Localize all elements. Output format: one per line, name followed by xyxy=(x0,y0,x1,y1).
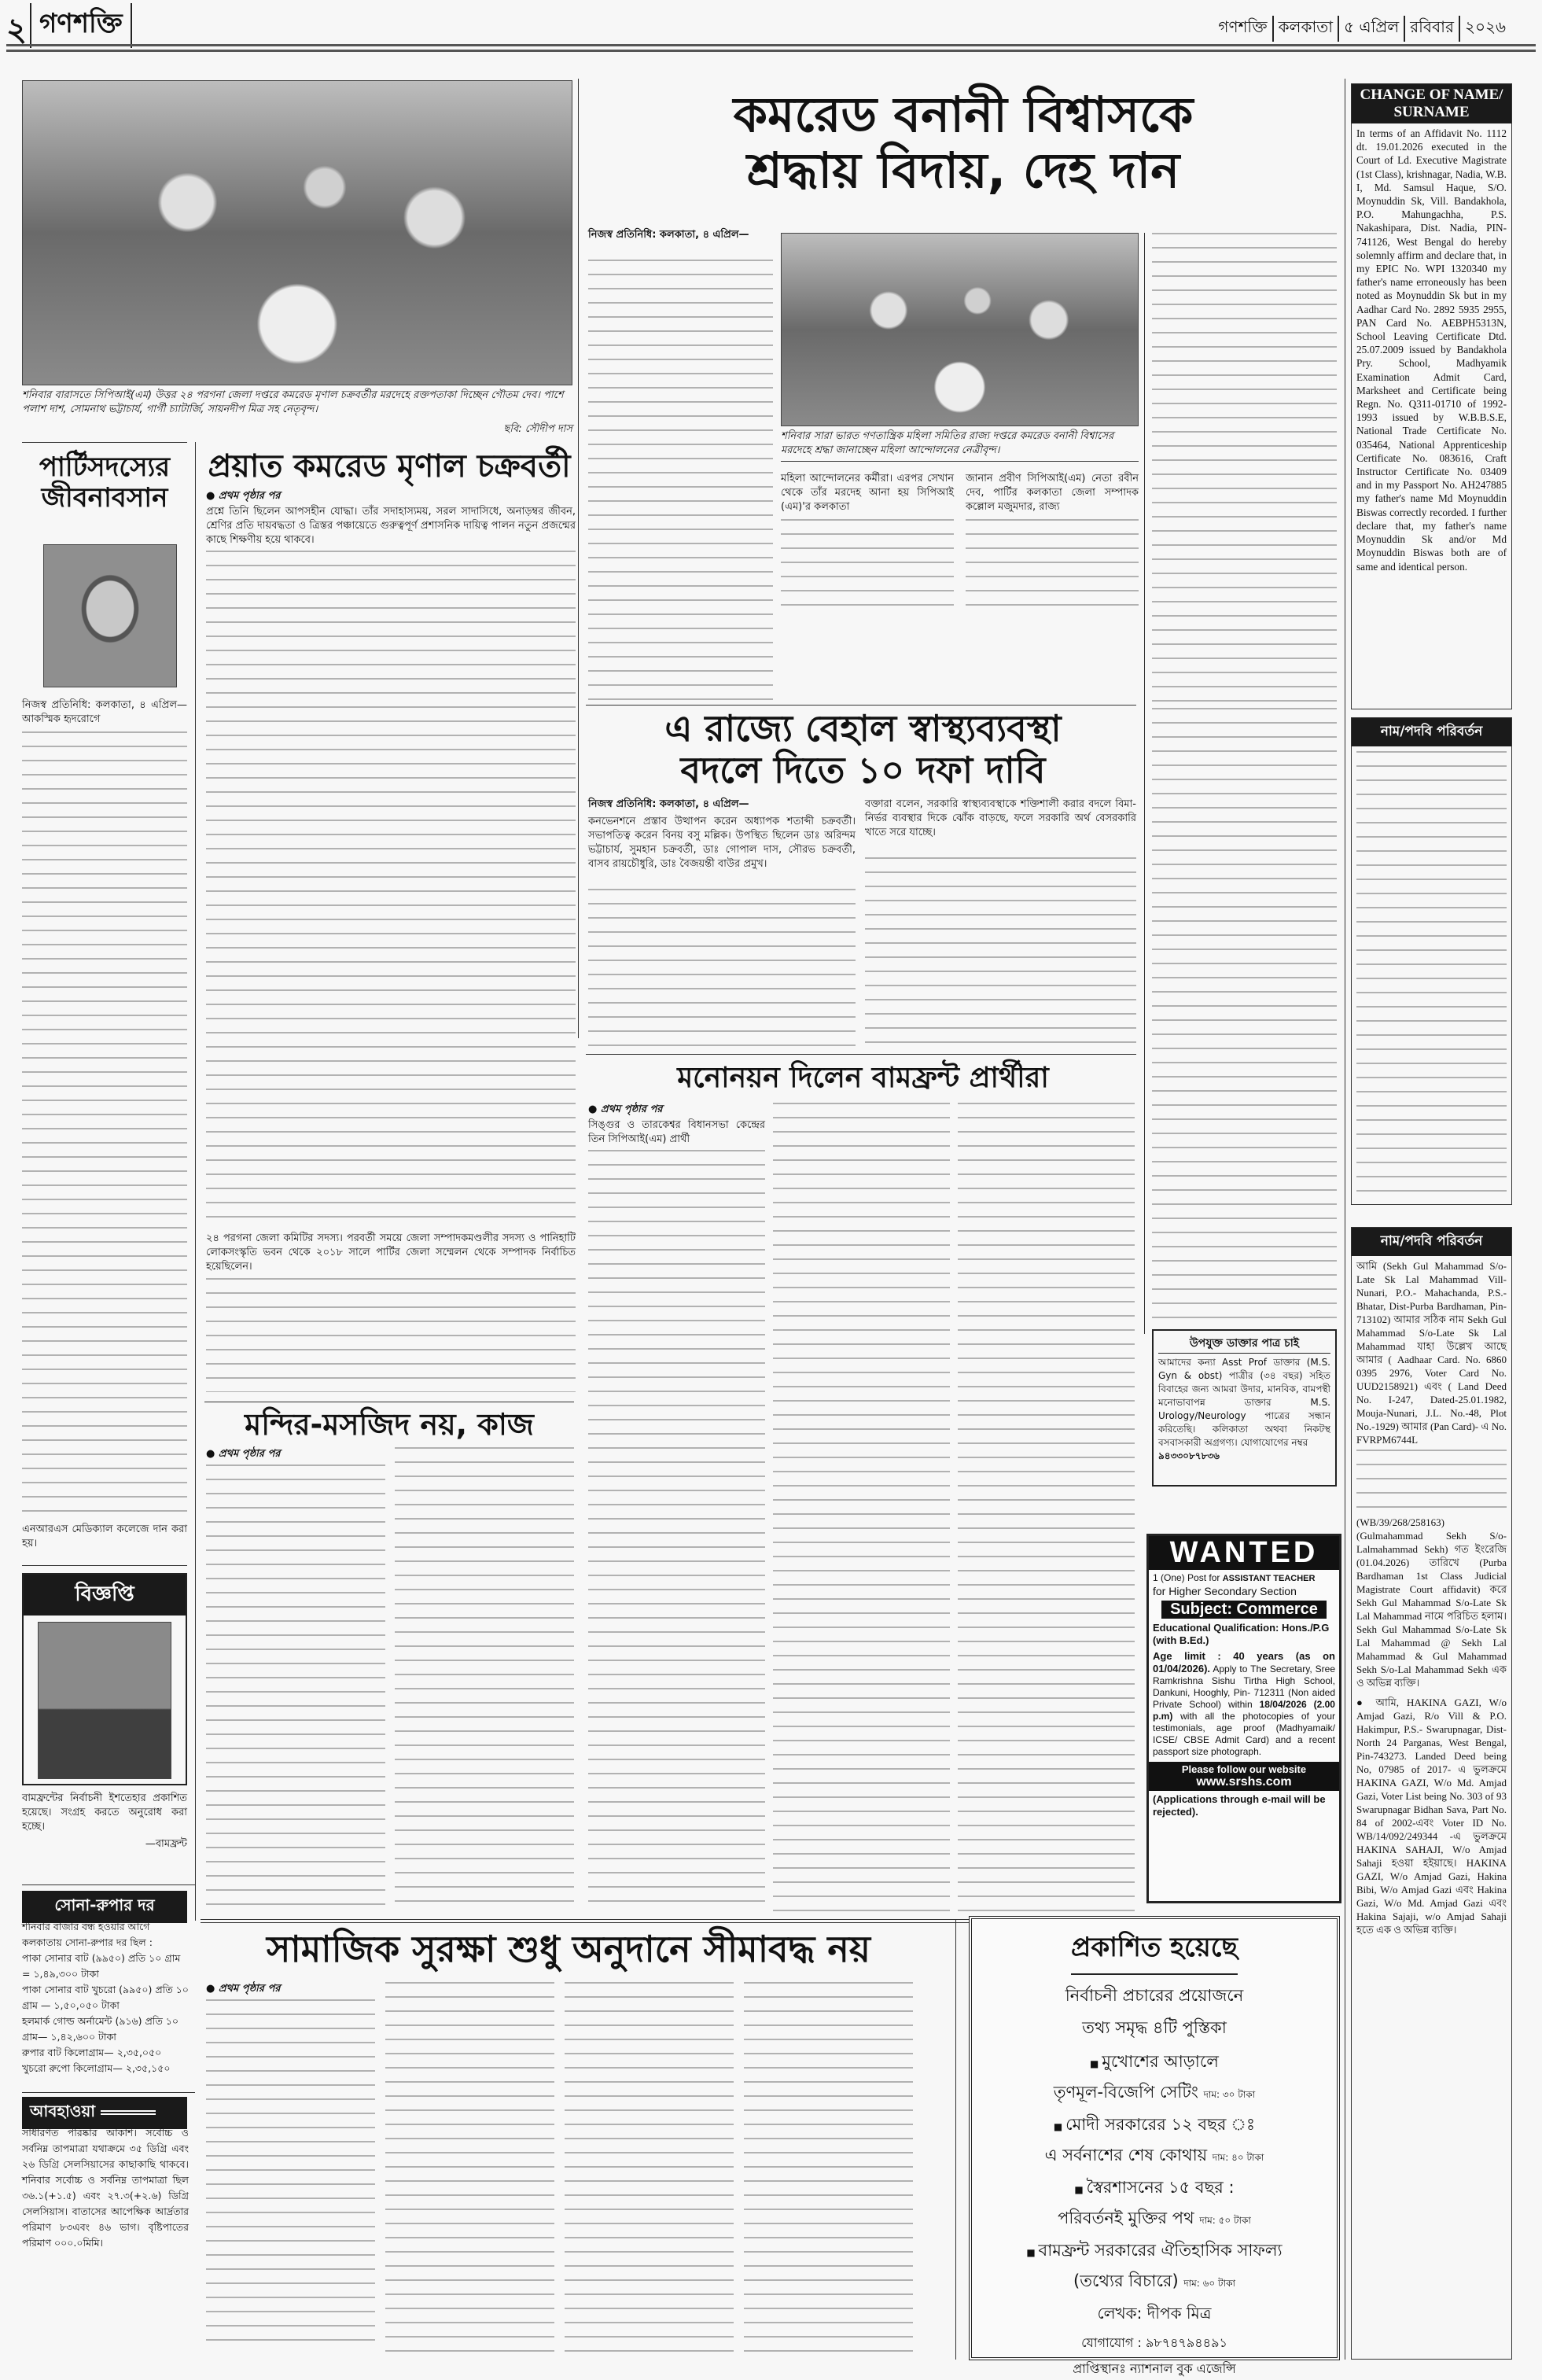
name-change-title: নাম/পদবি পরিবর্তন xyxy=(1352,718,1511,746)
mrinal-body-2 xyxy=(206,1278,576,1392)
name-change-ad-1 xyxy=(1351,717,1512,1205)
wanted-note: (Applications through e-mail will be rejected). xyxy=(1153,1793,1326,1818)
health-headline xyxy=(586,708,1140,791)
name-change-2-body xyxy=(1356,1450,1507,1512)
gold-silver-intro: শনিবার বাজার বন্ধ হওয়ার আগে কলকাতায় সোনা-রুপার দর ছিল : xyxy=(22,1921,153,1948)
books-ad-title: প্রকাশিত হয়েছে xyxy=(1071,1927,1238,1975)
lead-body-col1 xyxy=(588,260,773,700)
wanted-apply-text: Apply to The Secretary, Sree Ramkrishna Sishu Tirtha High School, Dankuni, Hooghly, Pin- 712311 (Non aided Private School) within xyxy=(1153,1663,1335,1710)
change-of-name-text: In terms of an Affidavit No. 1112 dt. 19.01.2026 executed in the Court of Ld. Executive Magistrate (1st Class), krishnagar, Nadia, W.B. I, Md. Samsul Haque, S/O. Moynuddin Sk, Vill. Bandakhola, P.O. Mahungachha, P.S. Nakashipara, Dist. Nadia, PIN-741126, West Bengal do hereby solemnly affirm and declare that, in my EPIC No. WPI 1320340 my father's name erroneously has been noted as Moynuddin Sk but in my Aadhar Card No. 2892 5935 2955, PAN Card No. AEBPH5313N, School Leaving Certificate Dtd. 25.07.2009 issued by Bandakhola Pry. School, Madhyamik Examination Admit Card, Marksheet and Certificate being Regn. No. Q311-01710 of 1992-1993 issued by W.B.B.S.E, National Trade Certificate No. 035464, National Apprenticeship Certificate No. 083616, Craft Instructor Certificate No. 03409 and in my Passport No. AH247885 my father's name Md Moynuddin Biswas correctly recorded. I further declare that, my father's name Moynuddin Sk and/or Md Moynuddin Biswas both are of same and identical person. xyxy=(1356,127,1507,573)
book-subtitle xyxy=(972,2142,1337,2170)
health-dateline: নিজস্ব প্রতিনিধি: কলকাতা, ৪ এপ্রিল— xyxy=(588,798,749,810)
column-divider xyxy=(1144,233,1145,1334)
continued-label: প্রথম পৃষ্ঠার পর xyxy=(218,1448,281,1460)
continued-label: প্রথম পৃষ্ঠার পর xyxy=(218,490,281,502)
nomination-headline: মনোনয়ন দিলেন বামফ্রন্ট প্রার্থীরা xyxy=(677,1062,1049,1094)
book-title: ■ বামফ্রন্ট সরকারের ঐতিহাসিক সাফল্য xyxy=(972,2238,1337,2265)
social-security-body-col3 xyxy=(565,1982,734,2353)
section-rule xyxy=(586,705,1136,706)
section-rule xyxy=(22,2092,195,2093)
book-price: দাম: ৩০ টাকা xyxy=(1203,2089,1256,2100)
temple-body-col2 xyxy=(395,1447,574,1913)
nomination-body-col3 xyxy=(958,1103,1135,1913)
wanted-post-prefix: 1 (One) Post for xyxy=(1153,1572,1220,1583)
book-subtitle-text: এ সর্বনাশের শেষ কোথায় xyxy=(1044,2146,1208,2164)
page-number: ২ xyxy=(6,12,28,48)
wanted-subject: Subject: Commerce xyxy=(1161,1601,1327,1619)
notice-footer: বামফ্রন্টের নির্বাচনী ইশতেহার প্রকাশিত হয়েছে। সংগ্রহ করতে অনুরোধ করা হচ্ছে। xyxy=(22,1792,187,1833)
notice-title: বিজ্ঞপ্তি xyxy=(24,1575,186,1616)
obituary-headline: পার্টিসদস্যের জীবনাবসান xyxy=(39,451,171,514)
dateline-day: রবিবার xyxy=(1405,16,1460,42)
dateline-city: কলকাতা xyxy=(1274,16,1340,42)
wanted-website-link[interactable]: www.srshs.com xyxy=(1196,1775,1292,1789)
change-of-name-ad xyxy=(1351,83,1512,709)
nomination-continued: ● প্রথম পৃষ্ঠার পর xyxy=(588,1103,663,1115)
book-subtitle-text: তৃণমূল-বিজেপি সেটিং xyxy=(1053,2083,1198,2102)
paper-name: গণশক্তি xyxy=(30,3,132,48)
weather-title xyxy=(22,2097,187,2129)
wanted-post xyxy=(1149,1570,1339,1585)
lead-dateline: নিজস্ব প্রতিনিধি: কলকাতা, ৪ এপ্রিল— xyxy=(588,229,749,241)
lead-photo-caption: শনিবার সারা ভারত গণতান্ত্রিক মহিলা সমিতির রাজ্য দপ্তরে কমরেড বনানী বিশ্বাসের মরদেহে শ্রদ্ধা জানাচ্ছেন মহিলা আন্দোলনের নেত্রীবৃন্দ। xyxy=(781,429,1139,462)
name-change-title: নাম/পদবি পরিবর্তন xyxy=(1352,1228,1511,1256)
wanted-deadline: 18/04/2026 (2.00 p.m) xyxy=(1153,1699,1335,1722)
book-title: ■ স্বৈরশাসনের ১৫ বছর : xyxy=(972,2175,1337,2202)
books-ad-subtitle-2: তথ্য সমৃদ্ধ ৪টি পুস্তিকা xyxy=(1082,2018,1227,2037)
matrimonial-phone: ৯৪৩৩০৮৭৮৩৬ xyxy=(1158,1450,1220,1461)
temple-body-col1 xyxy=(206,1464,385,1913)
wanted-qualification: Educational Qualification: Hons./P.G (with B.Ed.) xyxy=(1153,1622,1330,1646)
gold-rate: পাকা সোনার বাট (৯৯৫০) প্রতি ১০ গ্রাম = ১,৪৯,৩০০ টাকা xyxy=(22,1952,181,1980)
obituary-closing: এনআরএস মেডিক্যাল কলেজে দান করা হয়। xyxy=(22,1523,187,1549)
book-subtitle xyxy=(972,2268,1337,2296)
funeral-photo xyxy=(22,80,572,385)
health-body-col2 xyxy=(865,857,1136,1046)
dateline-year: ২০২৬ xyxy=(1464,17,1506,36)
social-security-body-col4 xyxy=(744,1982,913,2353)
manifesto-cover-image xyxy=(38,1622,171,1779)
weather-bars-icon xyxy=(101,2110,156,2115)
name-change-text-3-body: আমি, HAKINA GAZI, W/o Amjad Gazi, R/o Vill & P.O. Hakimpur, P.S.- Swarupnagar, Dist- North 24 Parganas, West Bengal, Pin-743273. Landed Deed being No, 07985 of 2017- এ ভুলক্রমে HAKINA GAZI, W/o Md. Amjad Gazi, Voter List being No. 303 of 93 Swarupnagar Bidhan Sava, Part No. 84 of 2002-এবং Voter ID No. WB/14/092/249344 -এ ভুলক্রমে HAKINA SAHAJI, W/o Amjad Sahaji হওয়া হইয়াছে। HAKINA GAZI, W/o Amjad Gazi, Hakina Bibi, W/o Amjad Gazi এবং Hakina Gazi, W/o Md. Amjad Gazi এবং Hakina Sajaji, w/o Amjad Sahaji হতে এক ও অভিন্ন ব্যক্তি। xyxy=(1356,1697,1507,1936)
health-body-col1 xyxy=(588,889,856,1046)
change-of-name-title: CHANGE OF NAME/ SURNAME xyxy=(1352,84,1511,123)
nomination-snippet: সিঙ্গুর ও তারকেশ্বর বিধানসভা কেন্দ্রের তিন সিপিআই(এম) প্রার্থী xyxy=(588,1119,765,1145)
social-security-body-col1 xyxy=(206,1999,375,2353)
column-divider xyxy=(578,79,579,1038)
masthead xyxy=(0,0,1542,55)
lead-photo xyxy=(781,233,1139,426)
funeral-photo-caption: শনিবার বারাসতে সিপিআই(এম) উত্তর ২৪ পরগনা জেলা দপ্তরে কমরেড মৃণাল চক্রবর্তীর মরদেহে রক্তপতাকা দিচ্ছেন গৌতম দেব। পাশে পলাশ দাশ, সোমনাথ ভট্টাচার্য, গার্গী চ্যাটার্জি, সায়নদীপ মিত্র সহ নেতৃবৃন্দ। xyxy=(22,389,564,415)
book-title: ■ মোদী সরকারের ১২ বছর ঃ xyxy=(972,2112,1337,2139)
obituary-portrait xyxy=(43,544,177,687)
name-change-text-1: আমি (Sekh Gul Mahammad S/o-Late Sk Lal Mahammad Vill-Nunari, P.O.- Mahachanda, P.S.-Bhatar, Dist-Purba Bardhaman, Pin-713102) আমার সঠিক নাম Sekh Gul Mahammad S/o-Late Sk Lal Mahammad যাহা উল্লেখ আছে আমার ( Aadhaar Card. No. 6860 0395 2976, Voter Card No. UUD2158921) এবং ( Land Deed No. I-247, Dated-25.01.1982, Mouja-Nunari, J.L. No.-48, Plot No.-1929) আমার (Pan Card)- এ No. FVRPM6744L xyxy=(1356,1260,1507,1446)
wanted-ad xyxy=(1146,1534,1341,1903)
book-price: দাম: ৬০ টাকা xyxy=(1183,2278,1235,2289)
book-subtitle xyxy=(972,2205,1337,2233)
book-price: দাম: ৪০ টাকা xyxy=(1212,2152,1264,2163)
book-subtitle xyxy=(972,2080,1337,2107)
matrimonial-title: উপযুক্ত ডাক্তার পাত্র চাই xyxy=(1158,1334,1330,1354)
name-change-1-body xyxy=(1356,751,1507,1199)
weather-title-text: আবহাওয়া xyxy=(30,2102,96,2120)
name-change-text-3: ● আমি, HAKINA GAZI, W/o Amjad Gazi, R/o Vill & P.O. Hakimpur, P.S.- Swarupnagar, Dist- North 24 Parganas, West Bengal, Pin-743273. Landed Deed being No, 07985 of 2017- এ ভুলক্রমে HAKINA GAZI, W/o Md. Amjad Gazi, Voter List being No. 303 of 93 Swarupnagar Bidhan Sava, Part No. 84 of 2002-এবং Voter ID No. WB/14/092/249344 -এ ভুলক্রমে HAKINA SAHAJI, W/o Amjad Sahaji হওয়া হইয়াছে। HAKINA GAZI, W/o Amjad Gazi, Hakina Bibi, W/o Amjad Gazi এবং Hakina Gazi, W/o Md. Amjad Gazi এবং Hakina Sajaji, w/o Amjad Sahaji হতে এক ও অভিন্ন ব্যক্তি। xyxy=(1356,1697,1507,1936)
name-change-ad-2 xyxy=(1351,1227,1512,2360)
wanted-post-suffix: for Higher Secondary Section xyxy=(1153,1585,1297,1597)
mrinal-snippet: ২৪ পরগনা জেলা কমিটির সদস্য। পরবর্তী সময়ে জেলা সম্পাদকমণ্ডলীর সদস্য ও পানিহাটি লোকসংস্কৃতি ভবন থেকে ২০১৮ সালে পার্টির জেলা সম্মেলন থেকে সম্পাদক নির্বাচিত হয়েছিলেন। xyxy=(206,1232,576,1273)
health-headline-line1: এ রাজ্যে বেহাল স্বাস্থ্যব্যবস্থা xyxy=(664,707,1062,750)
health-snippet-2: বক্তারা বলেন, সরকারি স্বাস্থ্যব্যবস্থাকে শক্তিশালী করার বদলে বিমা-নির্ভর ব্যবস্থার দিকে ঝোঁক বাড়ছে, ফলে সরকারি অর্থ বেসরকারি খাতে সরে যাচ্ছে। xyxy=(865,798,1136,838)
mrinal-headline: প্রয়াত কমরেড মৃণাল চক্রবর্তী xyxy=(208,448,571,484)
nomination-body-col2 xyxy=(773,1103,950,1913)
lead-headline-line2: শ্রদ্ধায় বিদায়, দেহ দান xyxy=(746,142,1180,200)
obituary-dateline: নিজস্ব প্রতিনিধি: কলকাতা, ৪ এপ্রিল— আকস্মিক হৃদরোগে xyxy=(22,699,187,725)
silver-rate: রুপার বাট কিলোগ্রাম— ২,৩৫,০৫০ xyxy=(22,2047,162,2058)
matrimonial-text: আমাদের কন্যা Asst Prof ডাক্তার (M.S. Gyn & obst) পাত্রীর (৩৪ বছর) সহিত বিবাহের জন্য আমরা উদার, মানবিক, বামপন্থী মনোভাবাপন্ন ডাক্তার M.S. Urology/Neurology পাত্রের সন্ধান করিতেছি। কলিকাতা অথবা নিকটস্থ বসবাসকারী অগ্রগণ্য। যোগাযোগের নম্বর xyxy=(1158,1357,1330,1448)
notice-box xyxy=(22,1573,187,1785)
book-subtitle-text: পরিবর্তনই মুক্তির পথ xyxy=(1058,2209,1194,2227)
obituary-body xyxy=(22,731,187,1518)
wanted-title: WANTED xyxy=(1149,1536,1339,1570)
name-change-text-2: (WB/39/268/258163) (Gulmahammad Sekh S/o-Lalmahammad Sekh) গত ইংরেজি (01.04.2026) তারিখে (Purba Bardhaman 1st Class Judicial Magistrate Court affidavit) করে Sekh Gul Mahammad S/o-Late Sk Lal Mahammad নামে পরিচিত হলাম। Sekh Gul Mahammad S/o-Late Sk Lal Mahammad @ Sekh Lal Mahammad & Gul Mahammad Sekh S/o-Lal Mahammad Sekh এক ও অভিন্ন ব্যক্তি। xyxy=(1356,1516,1507,1689)
books-ad-subtitle-1: নির্বাচনী প্রচারের প্রয়োজনে xyxy=(1065,1986,1244,2005)
book-title: ■ মুখোশের আড়ালে xyxy=(972,2049,1337,2076)
social-security-headline: সামাজিক সুরক্ষা শুধু অনুদানে সীমাবদ্ধ নয় xyxy=(267,1928,870,1970)
mrinal-body xyxy=(206,551,576,1227)
social-security-continued: ● প্রথম পৃষ্ঠার পর xyxy=(206,1983,281,1995)
gold-rate: পাকা সোনার বাট খুচরো (৯৯৫০) প্রতি ১০ গ্রাম — ১,৫০,০৫০ টাকা xyxy=(22,1984,189,2011)
photo-credit: ছবি: সৌদীপ দাস xyxy=(503,423,572,435)
lead-body-col4 xyxy=(1152,233,1337,702)
wanted-age-limit: Age limit : 40 years (as on 01/04/2026). xyxy=(1153,1650,1335,1674)
silver-rate: খুচরো রুপো কিলোগ্রাম— ২,৩৫,১৫০ xyxy=(22,2062,171,2074)
continued-label: প্রথম পৃষ্ঠার পর xyxy=(218,1983,281,1995)
books-ad xyxy=(969,1916,1340,2376)
health-headline-line2: বদলে দিতে ১০ দফা দাবি xyxy=(680,748,1046,791)
lead-body-snippet-1: মহিলা আন্দোলনের কর্মীরা। এরপর সেখান থেকে তাঁর মরদেহ আনা হয় সিপিআই (এম)'র কলকাতা xyxy=(781,473,954,513)
mrinal-continued: ● প্রথম পৃষ্ঠার পর xyxy=(206,490,281,502)
gold-rate: হলমার্ক গোল্ড অর্নামেন্ট (৯১৬) প্রতি ১০ গ্রাম— ১,৪২,৬০০ টাকা xyxy=(22,2015,179,2043)
section-rule xyxy=(586,1054,1136,1055)
lead-headline-line1: কমরেড বনানী বিশ্বাসকে xyxy=(733,86,1194,143)
lead-body-col3 xyxy=(966,519,1139,606)
wanted-website-label: Please follow our website xyxy=(1181,1763,1307,1775)
gold-silver-title: সোনা-রুপার দর xyxy=(22,1891,187,1923)
wanted-website-banner xyxy=(1149,1762,1339,1791)
dateline xyxy=(1213,16,1511,42)
books-ad-author: লেখক: দীপক মিত্র xyxy=(1097,2304,1212,2323)
notice-signed: —বামফ্রন্ট xyxy=(145,1838,187,1850)
book-price: দাম: ৫০ টাকা xyxy=(1199,2215,1251,2226)
continued-label: প্রথম পৃষ্ঠার পর xyxy=(600,1103,663,1115)
health-body-col3 xyxy=(1152,708,1337,1321)
section-rule xyxy=(22,442,187,443)
lead-body-col2 xyxy=(781,519,954,606)
masthead-rule xyxy=(6,44,1536,52)
book-subtitle-text: (তথ্যের বিচারে) xyxy=(1073,2271,1179,2290)
weather-text: সাধারণত পরিষ্কার আকাশ। সর্বোচ্চ ও সর্বনিম্ন তাপমাত্রা যথাক্রমে ৩৫ ডিগ্রি এবং ২৬ ডিগ্রি সেলসিয়াসের কাছাকাছি থাকবে। শনিবার সর্বোচ্চ ও সর্বনিম্ন তাপমাত্রা ছিল ৩৬.১(+১.৫) এবং ২৭.৩(+২.৬) ডিগ্রি সেলসিয়াস। বাতাসের আপেক্ষিক আর্দ্রতার পরিমাণ ৮৩এবং ৪৬ ভাগ। বৃষ্টিপাতের পরিমাণ ০০০.০মিমি। xyxy=(22,2127,189,2249)
wanted-docs-text: with all the photocopies of your testimonials, age proof (Madhyamaik/ ICSE/ CBSE Admit Card) and a recent passport size photograph. xyxy=(1153,1711,1335,1757)
mrinal-lead-para: প্রশ্নে তিনি ছিলেন আপসহীন যোদ্ধা। তাঁর সদাহাস্যময়, সরল সাদাসিধে, অনাড়ম্বর জীবন, শ্রেণির প্রতি দায়বদ্ধতা ও ত্রিস্তর পঞ্চায়েতে গুরুত্বপূর্ণ প্রশাসনিক দায়িত্ব পালন নতুন প্রজন্মের কাছে শিক্ষণীয় হয়ে থাকবে। xyxy=(206,506,576,546)
dateline-paper: গণশক্তি xyxy=(1213,16,1273,42)
section-rule xyxy=(22,1565,187,1566)
health-snippet-1: কনভেনশনে প্রস্তাব উত্থাপন করেন অধ্যাপক শতাব্দী চক্রবর্তী। সভাপতিত্ব করেন বিনয় বসু মল্লিক। উপস্থিত ছিলেন ডাঃ অরিন্দম ভট্টাচার্য, সুমহান চক্রবর্তী, ডাঃ গোপাল দাস, সৌরভ চক্রবর্তী, বাসব রায়চৌধুরি, ডাঃ বৈজয়ন্তী বাউর প্রমুখ। xyxy=(588,816,856,870)
nomination-body-col1 xyxy=(588,1150,765,1913)
books-ad-availability: প্রাপ্তিস্থানঃ ন্যাশনাল বুক এজেন্সি xyxy=(1073,2361,1236,2376)
gold-silver-box xyxy=(22,1919,189,2076)
dateline-date: ৫ এপ্রিল xyxy=(1339,16,1405,42)
column-divider xyxy=(955,1919,956,2360)
temple-headline: মন্দির-মসজিদ নয়, কাজ xyxy=(245,1407,534,1442)
column-divider xyxy=(195,442,196,1921)
matrimonial-ad xyxy=(1152,1329,1337,1487)
wanted-post-name: ASSISTANT TEACHER xyxy=(1222,1574,1316,1583)
temple-continued: ● প্রথম পৃষ্ঠার পর xyxy=(206,1448,281,1460)
wanted-details xyxy=(1149,1647,1339,1758)
section-rule xyxy=(22,1884,195,1885)
social-security-body-col2 xyxy=(385,1982,554,2353)
lead-body-snippet-2: জানান প্রবীণ সিপিআই(এম) নেতা রবীন দেব, পার্টির কলকাতা জেলা সম্পাদক কল্লোল মজুমদার, রাজ্য xyxy=(966,473,1139,513)
books-ad-contact: যোগাযোগ : ৯৮৭৪৭৯৪৪৯১ xyxy=(1081,2335,1227,2350)
lead-headline xyxy=(586,87,1341,199)
